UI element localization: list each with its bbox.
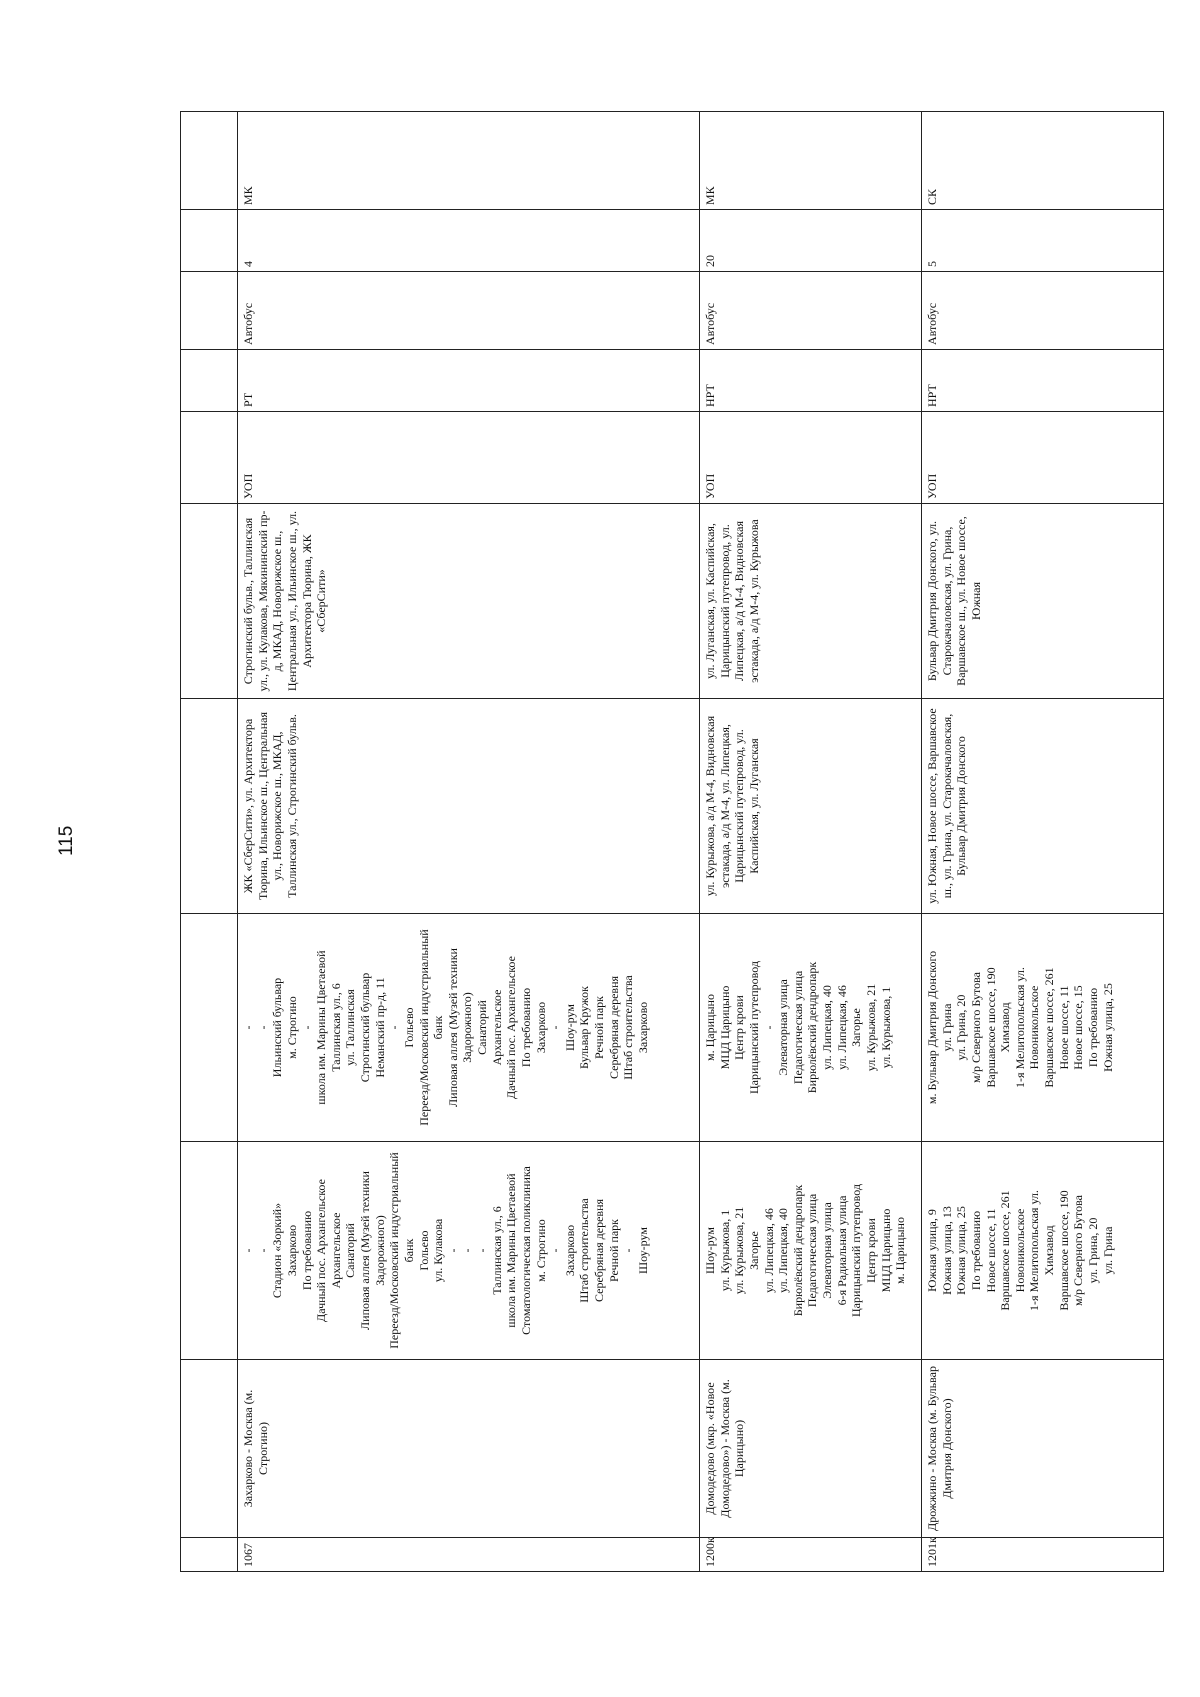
stop-name: Архангельское: [489, 989, 504, 1066]
stop-name: Шоу-рум: [562, 1004, 577, 1051]
header-cell: [181, 210, 238, 272]
stop-name: ул. Курыжова, 1: [878, 986, 893, 1069]
stop-name: Стадион «Зоркий»: [270, 1202, 285, 1299]
stop-name: Педагогическая улица: [790, 970, 805, 1085]
tariff: НРТ: [700, 350, 922, 412]
stop-name: Переезд/Московский индустриальный банк: [416, 929, 446, 1126]
stop-name: Строгинский бульвар: [358, 972, 372, 1083]
vehicle-count: 5: [922, 210, 1164, 272]
stop-name: -: [241, 1025, 255, 1030]
stop-name: ул. Курыжова, 21: [863, 983, 878, 1072]
stop-name: ул. Грина: [1100, 1226, 1115, 1275]
header-cell: [181, 1142, 238, 1360]
stop-name: Новое шоссе, 11: [983, 1208, 998, 1293]
stop-name: Южная улица, 25: [1100, 983, 1115, 1072]
stop-name: Варшавское шоссе, 261: [1042, 967, 1056, 1088]
header-cell: [181, 1538, 238, 1572]
vehicle-count: 4: [238, 210, 700, 272]
stop-type: УОП: [700, 412, 922, 504]
stop-name: Липовая аллея (Музей техники Задорожного): [445, 948, 475, 1107]
stop-name: -: [621, 1248, 636, 1253]
stop-name: Гольево: [401, 1007, 416, 1048]
stop-name: Речной парк: [606, 1219, 621, 1282]
route-name: Захарково - Москва (м. Строгино): [238, 1360, 700, 1538]
stop-name: Гольево: [416, 1230, 431, 1271]
streets-forward: ЖК «СберСити», ул. Архитектора Тюрина, Ильинское ш., Центральная ул., Новорижское ш., МКАД, Таллинская ул., Строгинский бульв.: [238, 699, 700, 914]
stop-name: Элеваторная улица: [776, 979, 791, 1076]
stop-name: Таллинская ул., 6: [328, 983, 343, 1072]
stop-name: Новоникольское: [1012, 1208, 1027, 1293]
stop-name: По требованию: [968, 1210, 983, 1291]
stops-backward: [700, 914, 922, 1142]
stop-name: Химзавод: [1042, 1225, 1056, 1276]
stop-name: Стоматологическая поликлиника: [518, 1166, 533, 1335]
stop-name: Варшавское шоссе, 190: [1056, 1190, 1071, 1311]
stop-name: Ильинский бульвар: [270, 977, 285, 1078]
stop-name: Новое шоссе, 11: [1056, 985, 1071, 1070]
stop-name: Новое шоссе, 15: [1071, 985, 1086, 1070]
stop-name: Центр крови: [732, 995, 747, 1060]
stop-name: -: [548, 1025, 563, 1030]
streets-backward: Строгинский бульв., Таллинская ул., ул. Кулакова, Мякининский пр-д, МКАД, Новорижское ш., Центральная ул., Ильинское ш., ул. Архитектора Тюрина, ЖК «СберСити»: [238, 504, 700, 699]
stops-backward: [922, 914, 1164, 1142]
stop-name: м. Царицыно: [703, 994, 717, 1061]
vehicle-type: Автобус: [700, 272, 922, 350]
header-cell: [181, 412, 238, 504]
stop-name: -: [761, 1025, 776, 1030]
stop-name: -: [460, 1248, 475, 1253]
stop-name: Бирюлёвский дендропарк: [790, 1184, 805, 1317]
stop-name: Загорье: [849, 1008, 864, 1047]
stop-name: 1-я Мелитопольская ул.: [1027, 1190, 1042, 1311]
stop-name: Царицынский путепровод: [746, 960, 761, 1095]
stop-name: м. Строгино: [284, 996, 299, 1059]
route-number: 1201к: [922, 1538, 1164, 1572]
routes-table: [180, 111, 1164, 1572]
table-row: [922, 112, 1164, 1572]
stop-name: Шоу-рум: [703, 1227, 717, 1274]
stop-name: -: [255, 1025, 270, 1030]
stop-name: Центр крови: [863, 1218, 878, 1283]
stop-name: ул. Грина, 20: [954, 994, 969, 1061]
stop-name: По требованию: [518, 987, 533, 1068]
stop-name: Серебряная деревня: [592, 1198, 606, 1303]
stop-name: ул. Грина: [939, 1003, 954, 1052]
table-row: [238, 112, 700, 1572]
stop-name: Речной парк: [592, 996, 606, 1059]
stop-name: м. Царицыно: [893, 1217, 908, 1284]
stop-name: Таллинская ул., 6: [489, 1206, 504, 1295]
vehicle-class: МК: [238, 112, 700, 210]
header-cell: [181, 112, 238, 210]
stop-name: Варшавское шоссе, 190: [983, 967, 998, 1088]
header-cell: [181, 350, 238, 412]
stop-name: Химзавод: [998, 1002, 1013, 1053]
stop-name: м/р Северного Бутова: [968, 972, 983, 1083]
stop-name: По требованию: [299, 1210, 314, 1291]
page-number: 115: [56, 825, 77, 856]
stops-forward: [922, 1142, 1164, 1360]
header-cell: [181, 504, 238, 699]
stop-name: м. Бульвар Дмитрия Донского: [925, 950, 939, 1105]
stop-name: Южная улица, 9: [925, 1209, 939, 1292]
stop-name: Педагогическая улица: [805, 1193, 820, 1308]
stop-name: Элеваторная улица: [820, 1202, 834, 1299]
rotated-table-wrapper: [180, 112, 1150, 1572]
vehicle-count: 20: [700, 210, 922, 272]
stop-name: Бульвар Кружок: [577, 986, 592, 1069]
stop-name: Дачный пос. Архангельское: [504, 956, 519, 1099]
stop-name: Захарково: [562, 1224, 577, 1277]
stop-name: Штаб строительства: [577, 1198, 592, 1303]
vehicle-class: СК: [922, 112, 1164, 210]
stop-name: -: [241, 1248, 255, 1253]
route-name: Дрожжино - Москва (м. Бульвар Дмитрия Донского): [922, 1360, 1164, 1538]
stop-name: МЦД Царицыно: [717, 985, 732, 1070]
stops-backward: [238, 914, 700, 1142]
stop-name: школа им. Марины Цветаевой: [504, 1173, 519, 1328]
stop-name: Серебряная деревня: [606, 975, 621, 1080]
streets-backward: ул. Луганская, ул. Каспийская, Царицынский путепровод, ул. Липецкая, а/д М-4, Видновская эстакада, а/д М-4, ул. Курыжова: [700, 504, 922, 699]
stop-name: Штаб строительства: [621, 975, 636, 1080]
stop-name: Захарково: [635, 1001, 650, 1054]
stop-name: ул. Липецкая, 46: [834, 985, 849, 1070]
stop-name: Липовая аллея (Музей техники Задорожного): [358, 1171, 387, 1330]
stop-type: УОП: [238, 412, 700, 504]
tariff: НРТ: [922, 350, 1164, 412]
streets-backward: Бульвар Дмитрия Донского, ул. Старокачаловская, ул. Грина, Варшавское ш., ул. Новое шоссе, Южная: [922, 504, 1164, 699]
stop-name: Южная улица, 25: [954, 1206, 969, 1295]
stop-name: Варшавское шоссе, 261: [998, 1190, 1013, 1311]
stop-name: Санаторий: [475, 1000, 489, 1055]
stop-name: ул. Грина, 20: [1085, 1217, 1100, 1284]
stop-name: Бирюлёвский дендропарк: [805, 961, 820, 1094]
stop-name: Дачный пос. Архангельское: [314, 1179, 329, 1322]
stop-name: ул. Таллинская: [343, 989, 358, 1066]
stop-name: МЦД Царицыно: [878, 1208, 893, 1293]
vehicle-type: Автобус: [238, 272, 700, 350]
stop-name: -: [387, 1025, 402, 1030]
stop-name: школа им. Марины Цветаевой: [314, 950, 329, 1105]
route-number: 1200к: [700, 1538, 922, 1572]
stop-name: Архангельское: [328, 1212, 343, 1289]
stop-name: ул. Курыжова, 21: [732, 1206, 747, 1295]
stop-name: ул. Кулакова: [431, 1218, 446, 1283]
stop-name: ул. Липецкая, 40: [776, 1208, 791, 1293]
stop-name: Шоу-рум: [635, 1227, 650, 1274]
stop-name: Санаторий: [343, 1223, 358, 1278]
table-row: [700, 112, 922, 1572]
header-row: [181, 112, 238, 1572]
vehicle-type: Автобус: [922, 272, 1164, 350]
stop-name: -: [475, 1248, 489, 1253]
stops-forward: [700, 1142, 922, 1360]
tariff: РТ: [238, 350, 700, 412]
stop-name: -: [299, 1025, 314, 1030]
stops-forward: [238, 1142, 700, 1360]
stop-name: Неманский пр-д, 11: [372, 977, 387, 1078]
stop-name: ул. Липецкая, 46: [761, 1208, 776, 1293]
header-cell: [181, 272, 238, 350]
stop-name: Новоникольское: [1027, 985, 1042, 1070]
stop-type: УОП: [922, 412, 1164, 504]
vehicle-class: МК: [700, 112, 922, 210]
route-number: 1067: [238, 1538, 700, 1572]
stop-name: 6-я Радиальная улица: [834, 1195, 849, 1306]
stop-name: м. Строгино: [533, 1219, 548, 1282]
stop-name: -: [548, 1248, 563, 1253]
stop-name: м/р Северного Бутова: [1071, 1195, 1086, 1306]
stop-name: Южная улица, 13: [939, 1206, 954, 1295]
header-cell: [181, 914, 238, 1142]
stop-name: -: [445, 1248, 460, 1253]
stop-name: 1-я Мелитопольская ул.: [1012, 967, 1027, 1088]
route-name: Домодедово (мкр. «Новое Домодедово») - Москва (м. Царицыно): [700, 1360, 922, 1538]
stop-name: -: [255, 1248, 270, 1253]
stop-name: Царицынский путепровод: [849, 1183, 864, 1318]
stop-name: Переезд/Московский индустриальный банк: [387, 1152, 416, 1349]
stop-name: Захарково: [533, 1001, 548, 1054]
stop-name: По требованию: [1085, 987, 1100, 1068]
streets-forward: ул. Курыжова, а/д М-4, Видновская эстакада, а/д М-4, ул. Липецкая, Царицынский путепровод, ул. Каспийская, ул. Луганская: [700, 699, 922, 914]
stop-name: Захарково: [284, 1224, 299, 1277]
header-cell: [181, 1360, 238, 1538]
stop-name: ул. Липецкая, 40: [820, 985, 834, 1070]
stop-name: Загорье: [746, 1231, 761, 1270]
streets-forward: ул. Южная, Новое шоссе, Варшавское ш., ул. Грина, ул. Старокачаловская, Бульвар Дмитрия Донского: [922, 699, 1164, 914]
stop-name: ул. Курыжова, 1: [717, 1209, 732, 1292]
header-cell: [181, 699, 238, 914]
